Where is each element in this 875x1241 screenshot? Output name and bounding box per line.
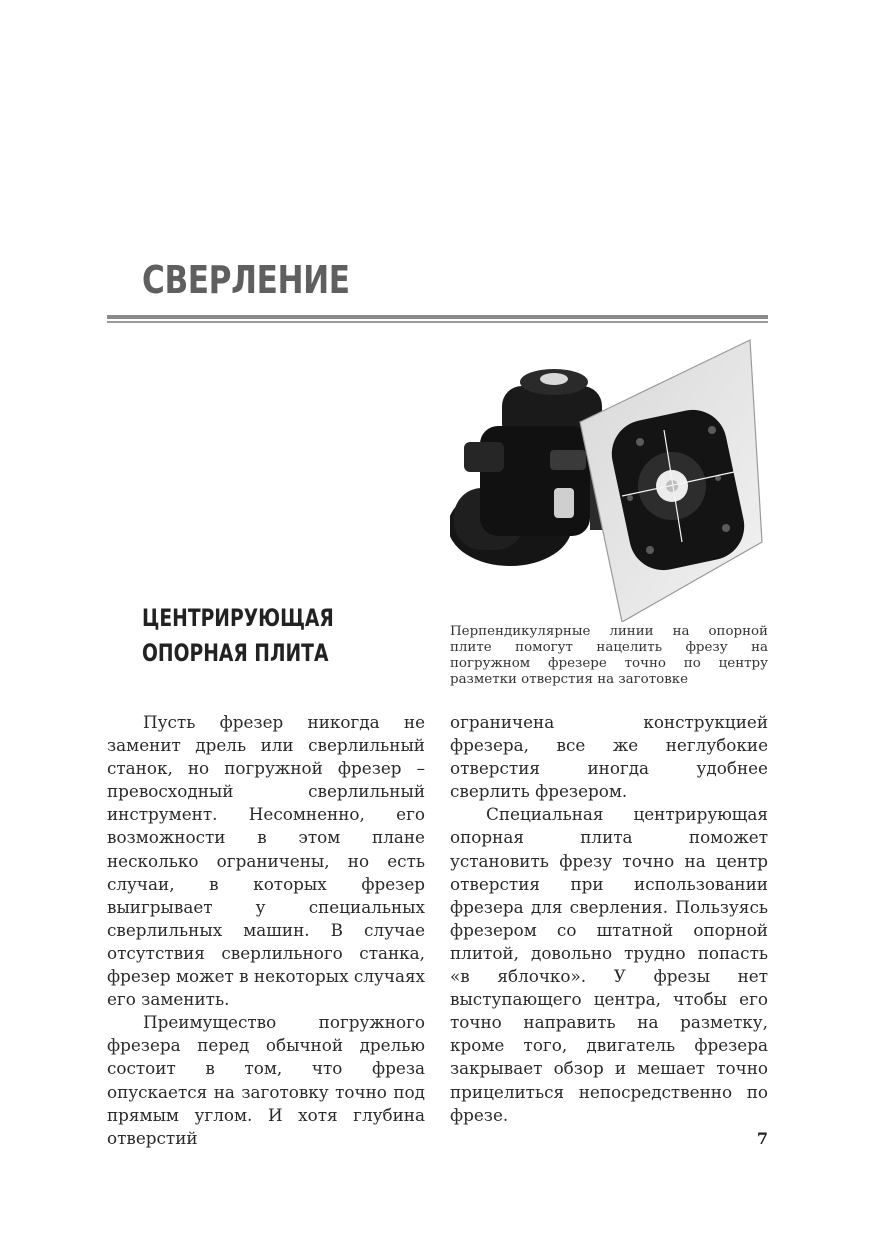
- body-paragraph: Специальная центрирующая опорная плита поможет установить фрезу точно на центр отверстия при использовании фрезера для сверления. Пользуясь фрезером со штатной опорной плитой, довольно трудно попасть «в яблочко». У фрезы нет выступающего центра, чтобы его точно направить на разметку, кроме того, двигатель фрезера закрывает обзор и мешает точно прицелиться непосредственно по фрезе.: [450, 804, 768, 1125]
- title-rule-thick: [107, 315, 768, 319]
- section-heading-line2: ОПОРНАЯ ПЛИТА: [142, 639, 329, 667]
- figure-caption: Перпендикулярные линии на опорной плите помогут нацелить фрезу на погружном фрезере точно по центру разметки отверстия на заготовке: [450, 624, 768, 687]
- body-paragraph: ограничена конструкцией фрезера, все же неглубокие отверстия иногда удобнее сверлить фрезером.: [450, 712, 768, 802]
- router-illustration: [450, 338, 768, 622]
- page-number: 7: [756, 1129, 768, 1148]
- section-heading-line1: ЦЕНТРИРУЮЩАЯ: [142, 604, 334, 632]
- router-photo: [450, 338, 768, 622]
- page-title: СВЕРЛЕНИЕ: [142, 258, 350, 302]
- title-rule-thin: [107, 321, 768, 323]
- section-heading: [142, 601, 334, 671]
- body-paragraph: Преимущество погружного фрезера перед обычной дрелью состоит в том, что фреза опускается на заготовку точно под прямым углом. И хотя глубина отверстий: [107, 1012, 425, 1148]
- body-paragraph: Пусть фрезер никогда не заменит дрель или сверлильный станок, но погружной фрезер – превосходный сверлильный инструмент. Несомненно, его возможности в этом плане несколько ограничены, но есть случаи, в которых фрезер выигрывает у специальных сверлильных машин. В случае отсутствия сверлильного станка, фрезер может в некоторых случаях его заменить.: [107, 712, 425, 1010]
- body-column-left: [107, 711, 425, 1150]
- body-column-right: [450, 711, 768, 1127]
